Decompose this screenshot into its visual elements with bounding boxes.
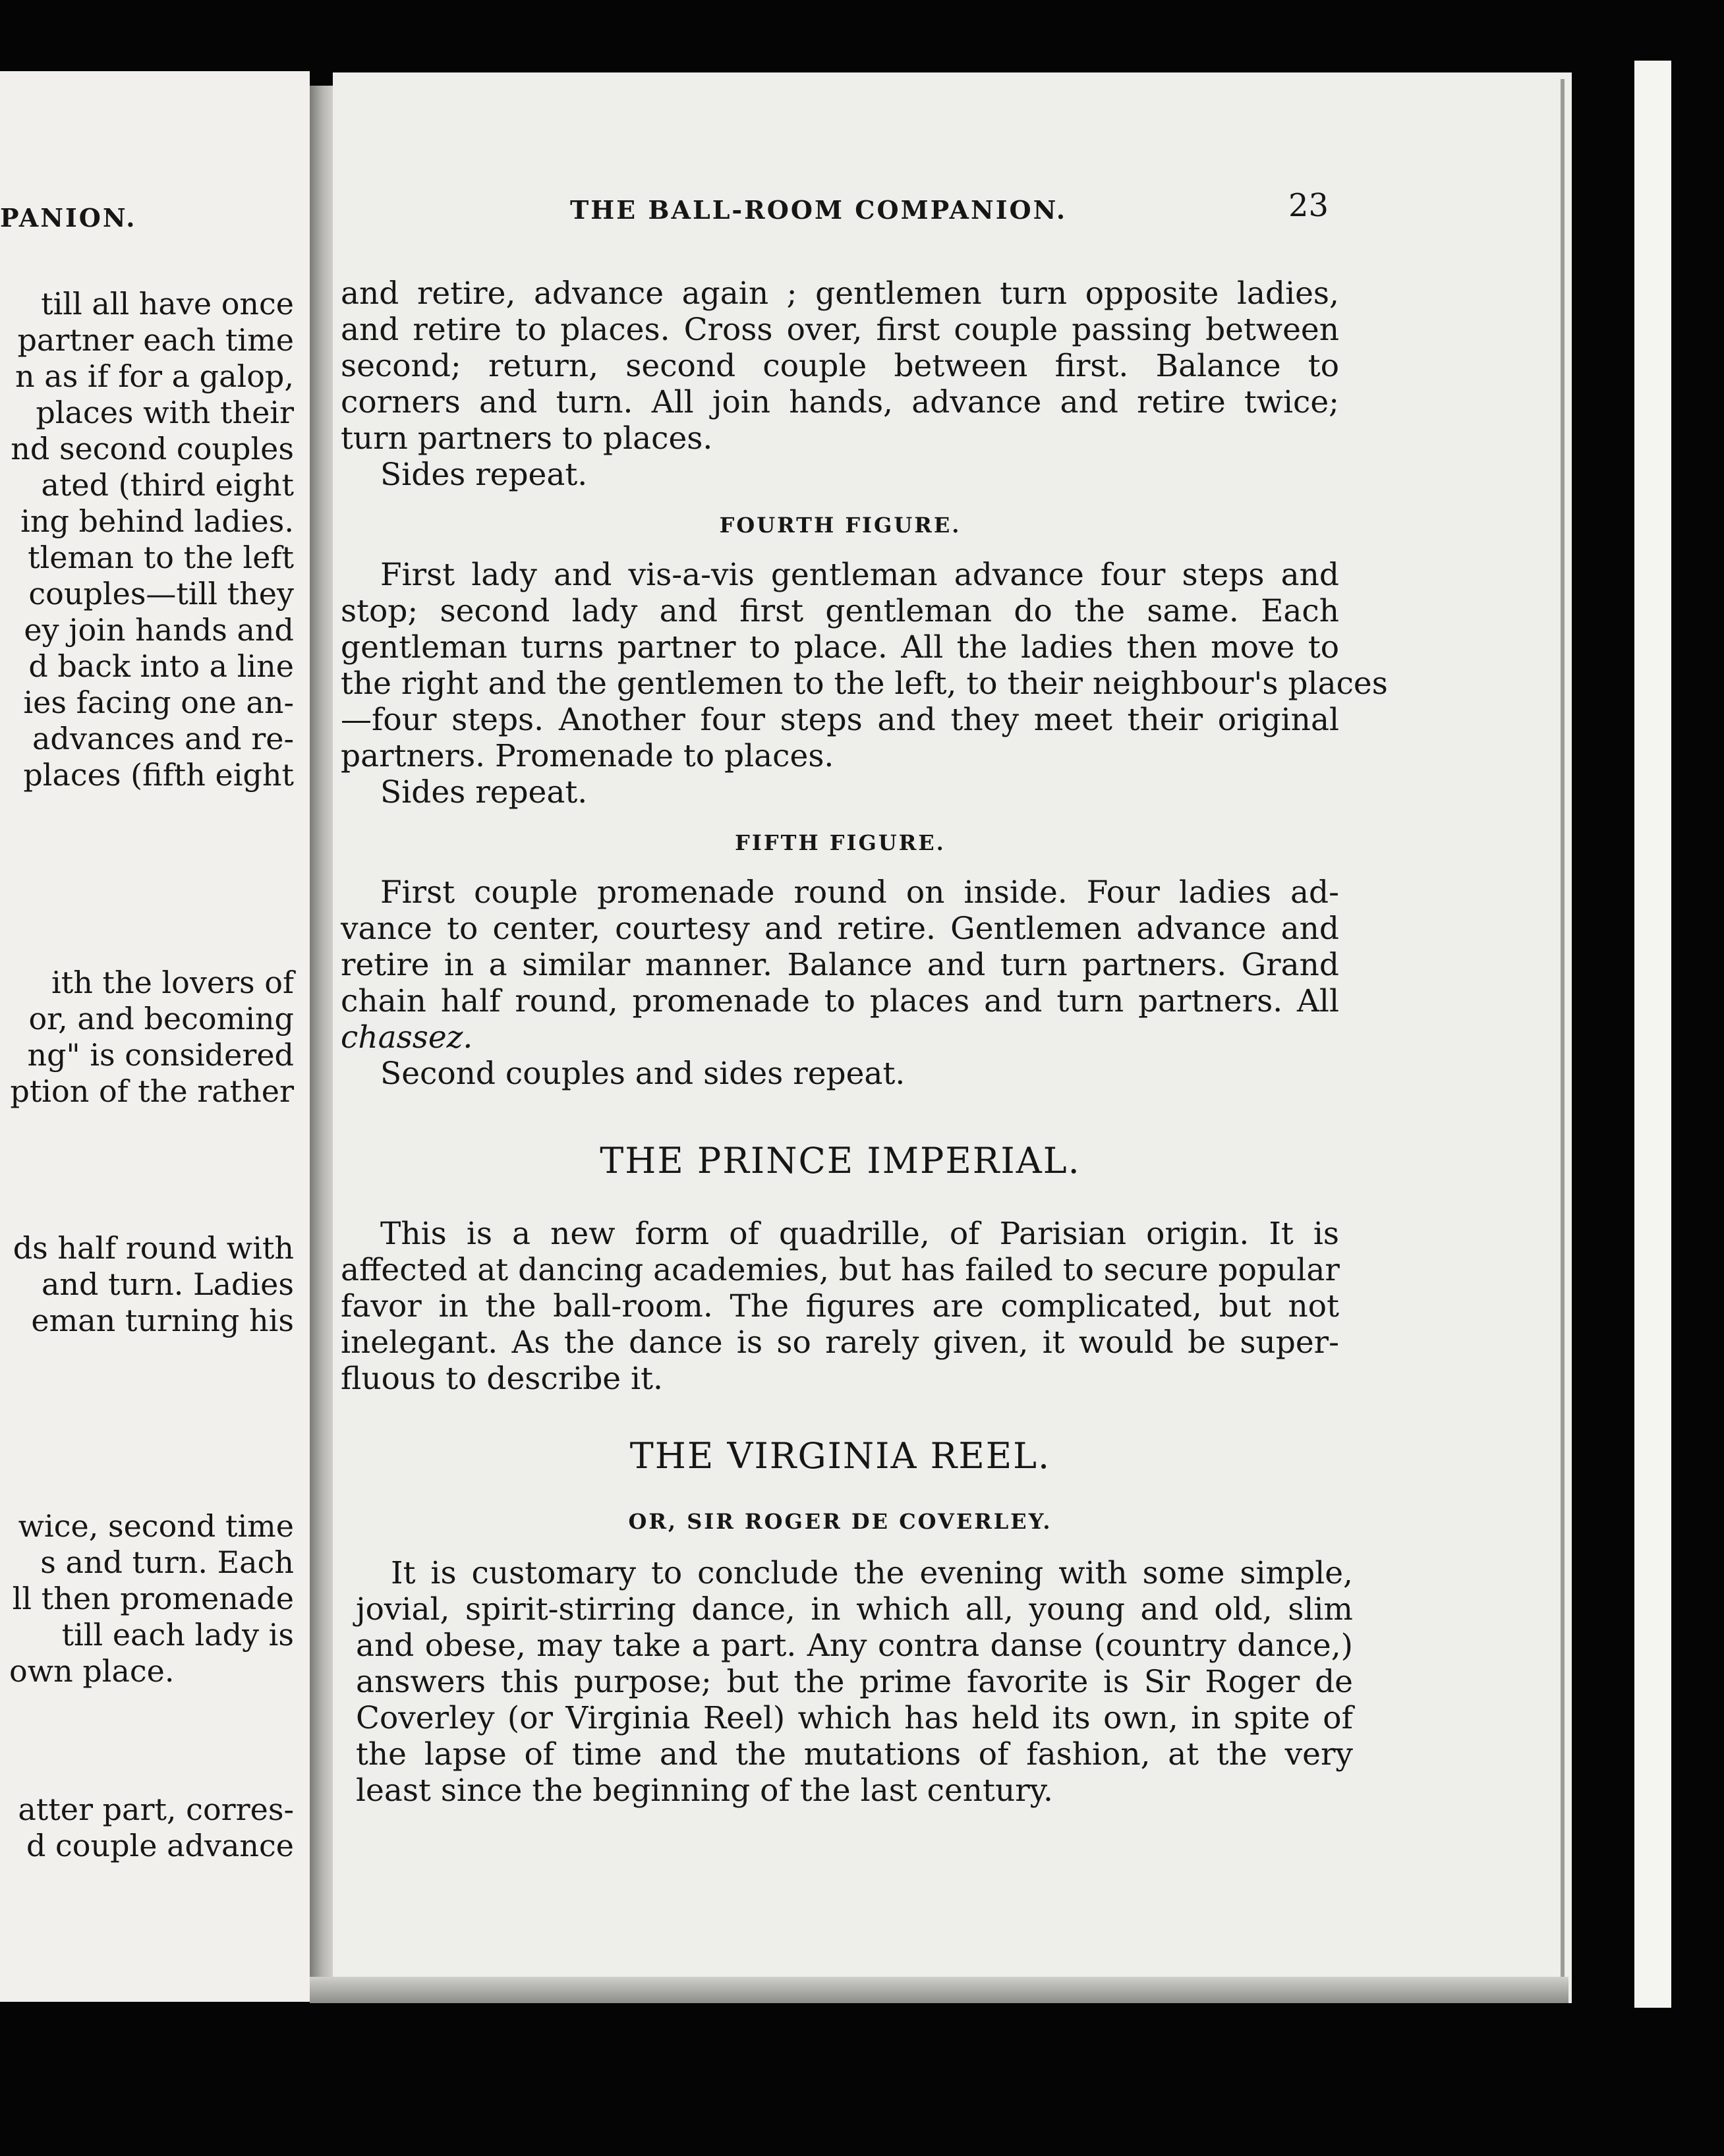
body-line: and obese, may take a part. Any contra danse (country dance,) (356, 1628, 1353, 1664)
left-text-line: or, and becoming (28, 1001, 294, 1036)
left-text-line: advances and re- (32, 721, 294, 756)
body-line: stop; second lady and first gentleman do the same. Each (341, 593, 1339, 629)
left-text-line: ing behind ladies. (20, 503, 294, 539)
left-text-line: ies facing one an- (23, 685, 294, 720)
left-text-line: d couple advance (26, 1828, 294, 1863)
left-text-line: s and turn. Each (40, 1545, 294, 1580)
body-line: Coverley (or Virginia Reel) which has held its own, in spite of (356, 1700, 1353, 1736)
body-line: retire in a similar manner. Balance and turn partners. Grand (341, 947, 1339, 983)
body-line: gentleman turns partner to place. All the ladies then move to (341, 629, 1339, 666)
section-title: THE VIRGINIA REEL. (629, 1435, 1051, 1477)
page-bottom-shadow (310, 1977, 1568, 2003)
body-line: least since the beginning of the last century. (356, 1773, 1053, 1809)
left-text-line: ng" is considered (27, 1037, 294, 1073)
body-line: inelegant. As the dance is so rarely given, it would be super- (341, 1324, 1339, 1361)
page-edge-rule (1561, 79, 1565, 1990)
running-header: THE BALL-ROOM COMPANION. (570, 195, 1068, 225)
body-line: vance to center, courtesy and retire. Gentlemen advance and (341, 911, 1339, 947)
left-text-line: ey join hands and (24, 612, 294, 648)
left-text-line: ith the lovers of (51, 965, 294, 1000)
body-line: the lapse of time and the mutations of fashion, at the very (356, 1736, 1353, 1773)
body-line: chassez. (341, 1019, 473, 1056)
left-running-header: PANION. (0, 203, 137, 233)
left-text-line: and turn. Ladies (41, 1266, 294, 1302)
left-text-line: places with their (36, 395, 294, 430)
left-text-line: own place. (9, 1653, 175, 1689)
body-line: favor in the ball-room. The figures are complicated, but not (341, 1288, 1339, 1324)
left-text-line: till each lady is (61, 1617, 294, 1653)
body-line: affected at dancing academies, but has failed to secure popular (341, 1252, 1340, 1288)
body-line: and retire, advance again ; gentlemen turn opposite ladies, (341, 275, 1339, 312)
right-page (333, 72, 1572, 2003)
body-line: jovial, spirit-stirring dance, in which all, young and old, slim (356, 1591, 1353, 1628)
body-line: It is customary to conclude the evening with some simple, (391, 1555, 1353, 1591)
body-line: answers this purpose; but the prime favorite is Sir Roger de (356, 1664, 1353, 1700)
body-line: and retire to places. Cross over, first couple passing between (341, 312, 1339, 348)
body-line: —four steps. Another four steps and they meet their original (341, 702, 1339, 738)
body-line: corners and turn. All join hands, advance and retire twice; (341, 384, 1339, 420)
left-text-line: eman turning his (31, 1303, 294, 1338)
book-gutter (310, 86, 336, 2003)
body-line: First lady and vis-a-vis gentleman advance four steps and (380, 557, 1339, 593)
body-line: turn partners to places. (341, 420, 713, 457)
left-page (0, 71, 310, 2002)
body-line: the right and the gentlemen to the left, to their neighbour's places (341, 666, 1388, 702)
body-line: second; return, second couple between first. Balance to (341, 348, 1339, 384)
body-line: partners. Promenade to places. (341, 738, 834, 774)
left-text-line: n as if for a galop, (15, 358, 294, 394)
left-text-line: atter part, corres- (18, 1792, 294, 1827)
left-text-line: places (fifth eight (23, 757, 294, 793)
left-text-line: ll then promenade (12, 1581, 294, 1616)
left-text-line: ated (third eight (41, 467, 294, 503)
left-text-line: nd second couples (11, 431, 294, 467)
body-line: Sides repeat. (380, 457, 588, 493)
section-heading: FIFTH FIGURE. (735, 830, 946, 855)
body-line: Second couples and sides repeat. (380, 1056, 905, 1092)
body-line: This is a new form of quadrille, of Parisian origin. It is (380, 1216, 1339, 1252)
section-subtitle: OR, SIR ROGER DE COVERLEY. (628, 1509, 1052, 1534)
left-text-line: d back into a line (28, 648, 294, 684)
section-heading: FOURTH FIGURE. (719, 513, 962, 538)
left-text-line: wice, second time (18, 1508, 294, 1544)
left-text-line: ption of the rather (10, 1073, 294, 1109)
left-text-line: till all have once (41, 286, 294, 322)
body-line: Sides repeat. (380, 774, 588, 810)
section-title: THE PRINCE IMPERIAL. (600, 1140, 1081, 1181)
left-text-line: ds half round with (13, 1230, 294, 1266)
page-edge-strip (1634, 61, 1671, 2008)
left-text-line: tleman to the left (28, 540, 294, 575)
page-number: 23 (1288, 187, 1329, 224)
left-text-line: couples—till they (28, 576, 294, 611)
body-line: First couple promenade round on inside. Four ladies ad- (380, 874, 1339, 911)
body-line: fluous to describe it. (341, 1361, 663, 1397)
left-text-line: partner each time (17, 322, 294, 358)
body-line: chain half round, promenade to places and turn partners. All (341, 983, 1339, 1019)
